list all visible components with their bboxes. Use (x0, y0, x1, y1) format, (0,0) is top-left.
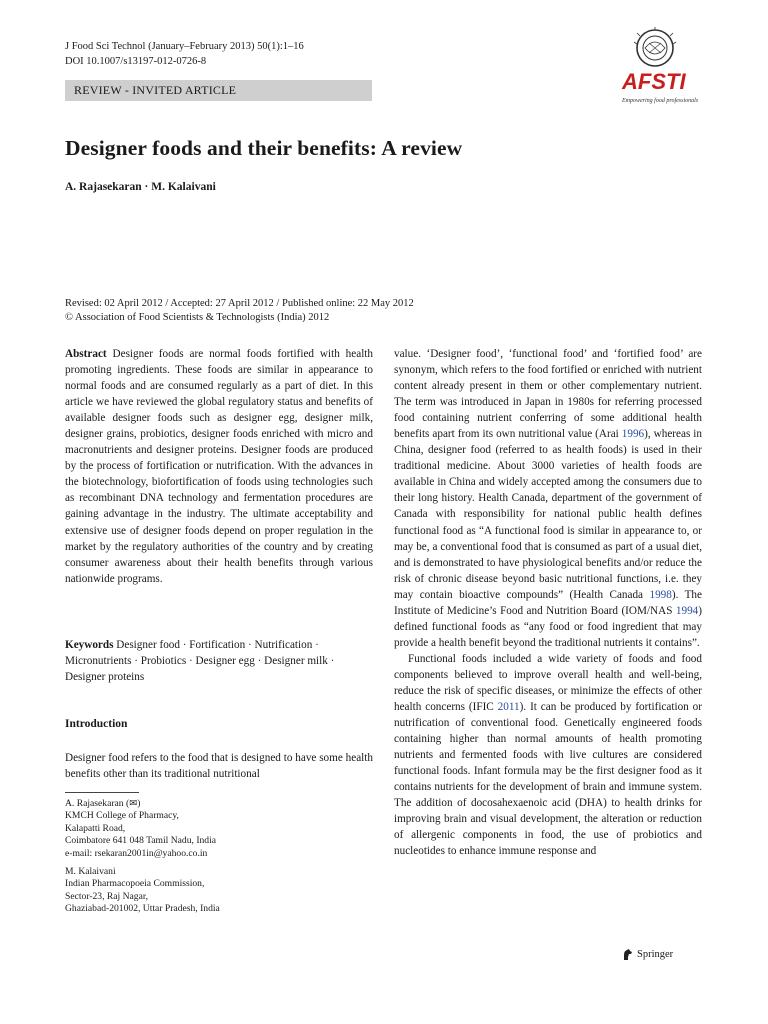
publisher-name: Springer (637, 949, 674, 960)
affil2-line1: Indian Pharmacopoeia Commission, (65, 878, 205, 890)
article-authors: A. Rajasekaran · M. Kalaivani (65, 181, 216, 193)
affil1-line2: Kalapatti Road, (65, 822, 126, 834)
journal-citation: J Food Sci Technol (January–February 2013) 50(1):1–16 (65, 41, 304, 52)
abstract-text: Designer foods are normal foods fortified with health promoting ingredients. These foods are similar in appearance to normal foods and are consumed regularly as a part of diet. In this article we have reviewed the global regulatory status and benefits of available designer foods such as designer egg, designer milk, designer grains, probiotics, designer foods enriched with micro and macronutrients and designer proteins. Designer foods are produced by the process of fortification or nutrification. With the advances in the biotechnology, biofortification of foods using technologies such as recombinant DNA technology and fermentation procedures are gaining advantage in the industry. The ultimate acceptability and extensive use of designer foods depend on proper regulation in the market by the regulatory authorities of the country and by creating consumer awareness about their health benefits through various nationwide programs. (65, 348, 374, 585)
citation-link[interactable]: 1994 (675, 604, 699, 617)
emblem-seal-icon (634, 27, 676, 66)
citation-link[interactable]: 1996 (621, 428, 645, 441)
affil1-line1: KMCH College of Pharmacy, (65, 810, 179, 822)
footnote-divider (65, 792, 139, 793)
dates-line: Revised: 02 April 2012 / Accepted: 27 April 2012 / Published online: 22 May 2012 (65, 298, 414, 309)
publication-dates (65, 297, 414, 324)
affil1-line3: Coimbatore 641 048 Tamil Nadu, India (65, 835, 217, 847)
abstract-label: Abstract (65, 348, 107, 360)
keywords-text: Designer food · Fortification · Nutrification · Micronutrients · Probiotics · Designer egg · Designer milk · Designer proteins (65, 639, 335, 684)
affil1-email[interactable]: e-mail: rsekaran2001in@yahoo.co.in (65, 847, 208, 859)
publisher-mark (622, 948, 673, 961)
affil2-line3: Ghaziabad-201002, Uttar Pradesh, India (65, 903, 220, 915)
logo-tagline: Empowering food professionals (622, 98, 699, 104)
affil1-name: A. Rajasekaran (✉) (65, 798, 141, 809)
right-paragraph-1: value. ‘Designer food’, ‘functional food’ and ‘fortified food’ are synonym, which refers to the food fortified or enriched with nutrient content already present in them or other complementary nutrient. The term was introduced in Japan in 1980s for referring processed food containing nutrient conferring of some additional health benefits apart from its own nutritional value (Arai 1996), whereas in China, designer food (referred to as health foods) is used in their traditional medicine. About 3000 varieties of health foods are available in China and widely accepted among the consumers due to their long history. Health Canada, department of the government of Canada with responsibility for national public health defines functional food as “A functional food is similar in appearance to, or may be, a conventional food that is consumed as part of a usual diet, and is demonstrated to have physiological benefits and/or reduce the risk of chronic disease beyond basic nutritional functions, i.e. they may contain bioactive compounds” (Health Canada 1998). The Institute of Medicine’s Food and Nutrition Board (IOM/NAS 1994) defined functional foods as “any food or food ingredient that may provide a health benefit beyond the traditional nutrients it contains”. (394, 348, 703, 649)
affiliation-author1 (65, 798, 216, 860)
affil2-line2: Sector-23, Raj Nagar, (65, 890, 149, 902)
introduction-text (65, 750, 373, 782)
logo-text: AFSTI (622, 69, 686, 94)
keywords-label: Keywords (65, 639, 114, 651)
right-column (394, 346, 702, 860)
springer-horse-icon (622, 948, 633, 961)
affil2-name: M. Kalaivani (65, 866, 116, 877)
citation-link[interactable]: 2011 (497, 701, 520, 714)
article-title: Designer foods and their benefits: A review (65, 136, 463, 160)
citation-link[interactable]: 1998 (649, 588, 672, 601)
article-type-banner: REVIEW - INVITED ARTICLE (65, 80, 372, 101)
affiliation-author2 (65, 866, 220, 916)
intro-paragraph: Designer food refers to the food that is designed to have some health benefits other than its traditional nutritional (65, 752, 373, 781)
right-paragraph-2: Functional foods included a wide variety of foods and food components believed to improve overall health and well-being, reduce the risk of specific diseases, or minimize the effects of other health concerns (IFIC 2011). It can be produced by fortification or nutrification of conventional food. Genetically engineered foods containing higher than normal amounts of health promoting nutrients and fermented foods with live cultures are considered functional foods. Infant formula may be the first designer food as it contains nutrients for the development of brain and immune system. The addition of docosahexaenoic acid (DHA) to health drinks for improving brain and visual development, the alteration or reduction of allergenic components in food, the use of probiotics and nucleotides to enhance immune response and (394, 652, 702, 858)
keywords-section (65, 637, 373, 685)
copyright-line: © Association of Food Scientists & Technologists (India) 2012 (65, 311, 330, 323)
doi: DOI 10.1007/s13197-012-0726-8 (65, 56, 207, 67)
introduction-heading: Introduction (65, 718, 128, 730)
abstract-section (65, 346, 373, 587)
afsti-logo (600, 26, 710, 106)
